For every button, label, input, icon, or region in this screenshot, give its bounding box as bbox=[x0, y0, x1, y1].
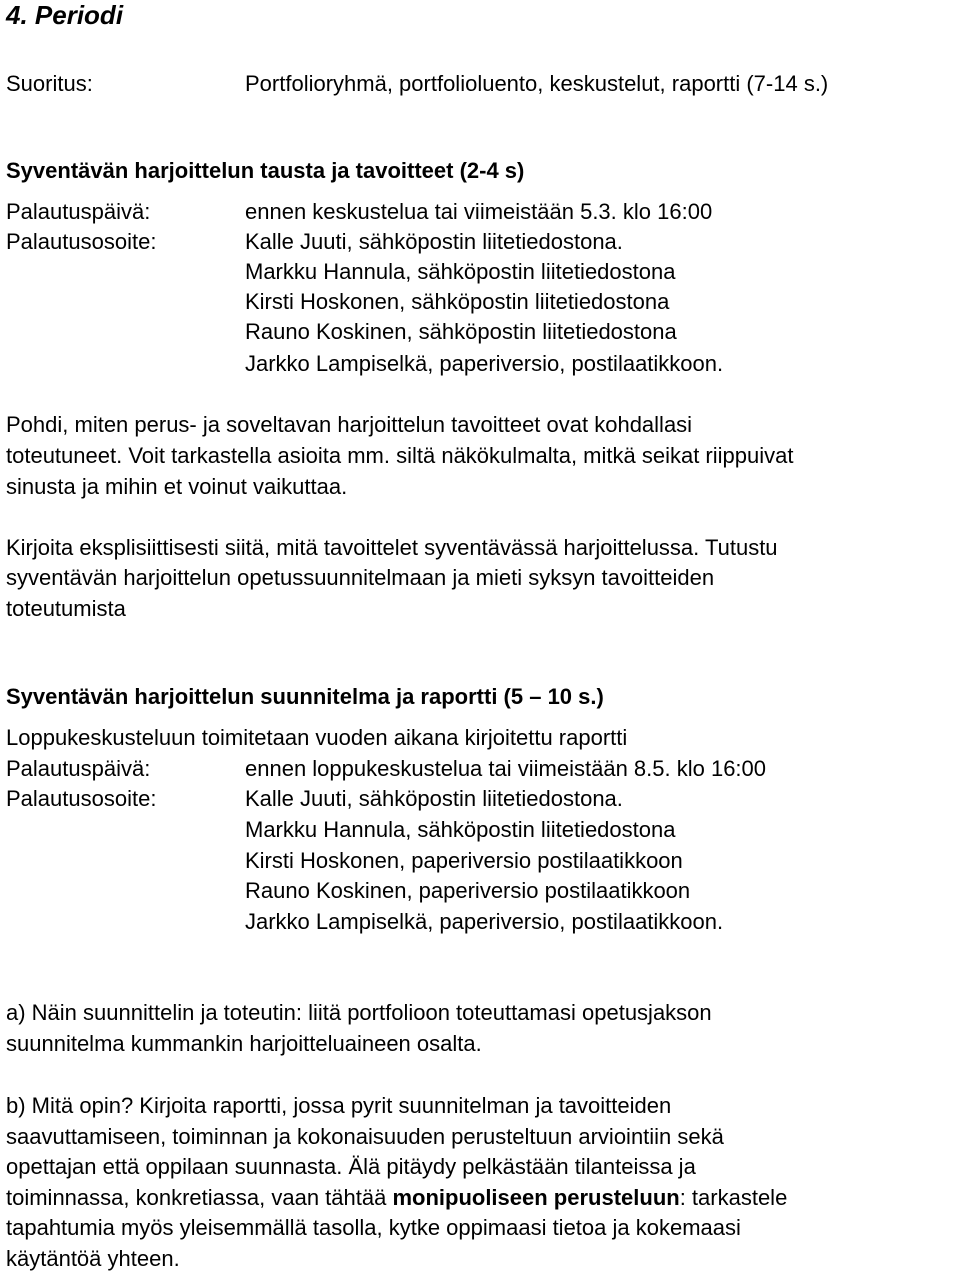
item-b-line: b) Mitä opin? Kirjoita raportti, jossa pyrit suunnitelman ja tavoitteiden bbox=[6, 1093, 672, 1118]
item-b-bold-term: monipuoliseen perusteluun bbox=[392, 1185, 680, 1210]
item-b-text-pre: toiminnassa, konkretiassa, vaan tähtää bbox=[6, 1185, 393, 1210]
section2-deadline-label: Palautuspäivä: bbox=[6, 756, 151, 781]
section1-para1-line: sinusta ja mihin et voinut vaikuttaa. bbox=[6, 474, 348, 499]
section1-para1-line: Pohdi, miten perus- ja soveltavan harjoittelun tavoitteet ovat kohdallasi bbox=[6, 412, 693, 437]
item-b-line: käytäntöä yhteen. bbox=[6, 1246, 180, 1271]
section2-recipient: Kirsti Hoskonen, paperiversio postilaatikkoon bbox=[245, 848, 683, 873]
page-title: 4. Periodi bbox=[6, 0, 124, 30]
section2-recipient: Kalle Juuti, sähköpostin liitetiedostona. bbox=[245, 786, 623, 811]
section1-address-label: Palautusosoite: bbox=[6, 229, 157, 254]
section2-recipient: Rauno Koskinen, paperiversio postilaatikkoon bbox=[245, 878, 691, 903]
section1-deadline-value: ennen keskustelua tai viimeistään 5.3. klo 16:00 bbox=[245, 199, 713, 224]
section1-recipient: Kalle Juuti, sähköpostin liitetiedostona. bbox=[245, 229, 623, 254]
section1-para1-line: toteutuneet. Voit tarkastella asioita mm. siltä näkökulmalta, mitkä seikat riippuivat bbox=[6, 443, 794, 468]
section1-recipient: Markku Hannula, sähköpostin liitetiedostona bbox=[245, 259, 676, 284]
suoritus-label: Suoritus: bbox=[6, 71, 93, 96]
section2-recipient: Jarkko Lampiselkä, paperiversio, postilaatikkoon. bbox=[245, 909, 724, 934]
section1-para2-line: Kirjoita eksplisiittisesti siitä, mitä tavoittelet syventävässä harjoittelussa. Tutustu bbox=[6, 535, 778, 560]
item-b-line: opettajan että oppilaan suunnasta. Älä pitäydy pelkästään tilanteissa ja bbox=[6, 1154, 696, 1179]
section1-recipient: Jarkko Lampiselkä, paperiversio, postilaatikkoon. bbox=[245, 351, 724, 376]
section1-heading: Syventävän harjoittelun tausta ja tavoitteet (2-4 s) bbox=[6, 158, 525, 183]
item-b-line: tapahtumia myös yleisemmällä tasolla, kytke oppimaasi tietoa ja kokemaasi bbox=[6, 1215, 741, 1240]
section2-recipient: Markku Hannula, sähköpostin liitetiedostona bbox=[245, 817, 676, 842]
item-b-line: saavuttamiseen, toiminnan ja kokonaisuuden perusteltuun arviointiin sekä bbox=[6, 1124, 724, 1149]
section1-deadline-label: Palautuspäivä: bbox=[6, 199, 151, 224]
item-b-text-post: : tarkastele bbox=[679, 1185, 788, 1210]
section2-deadline-value: ennen loppukeskustelua tai viimeistään 8.5. klo 16:00 bbox=[245, 756, 767, 781]
section1-recipient: Kirsti Hoskonen, sähköpostin liitetiedostona bbox=[245, 289, 670, 314]
section2-heading: Syventävän harjoittelun suunnitelma ja raportti (5 – 10 s.) bbox=[6, 684, 604, 709]
section2-address-label: Palautusosoite: bbox=[6, 786, 157, 811]
item-b-line-emphasis bbox=[6, 1185, 787, 1211]
item-a-line: a) Näin suunnittelin ja toteutin: liitä portfolioon toteuttamasi opetusjakson bbox=[6, 1000, 712, 1025]
section1-para2-line: toteutumista bbox=[6, 596, 126, 621]
suoritus-value: Portfolioryhmä, portfolioluento, keskustelut, raportti (7-14 s.) bbox=[245, 71, 829, 96]
item-a-line: suunnitelma kummankin harjoitteluaineen osalta. bbox=[6, 1031, 482, 1056]
section2-intro: Loppukeskusteluun toimitetaan vuoden aikana kirjoitettu raportti bbox=[6, 725, 628, 750]
section1-recipient: Rauno Koskinen, sähköpostin liitetiedostona bbox=[245, 319, 677, 344]
section1-para2-line: syventävän harjoittelun opetussuunnitelmaan ja mieti syksyn tavoitteiden bbox=[6, 565, 715, 590]
